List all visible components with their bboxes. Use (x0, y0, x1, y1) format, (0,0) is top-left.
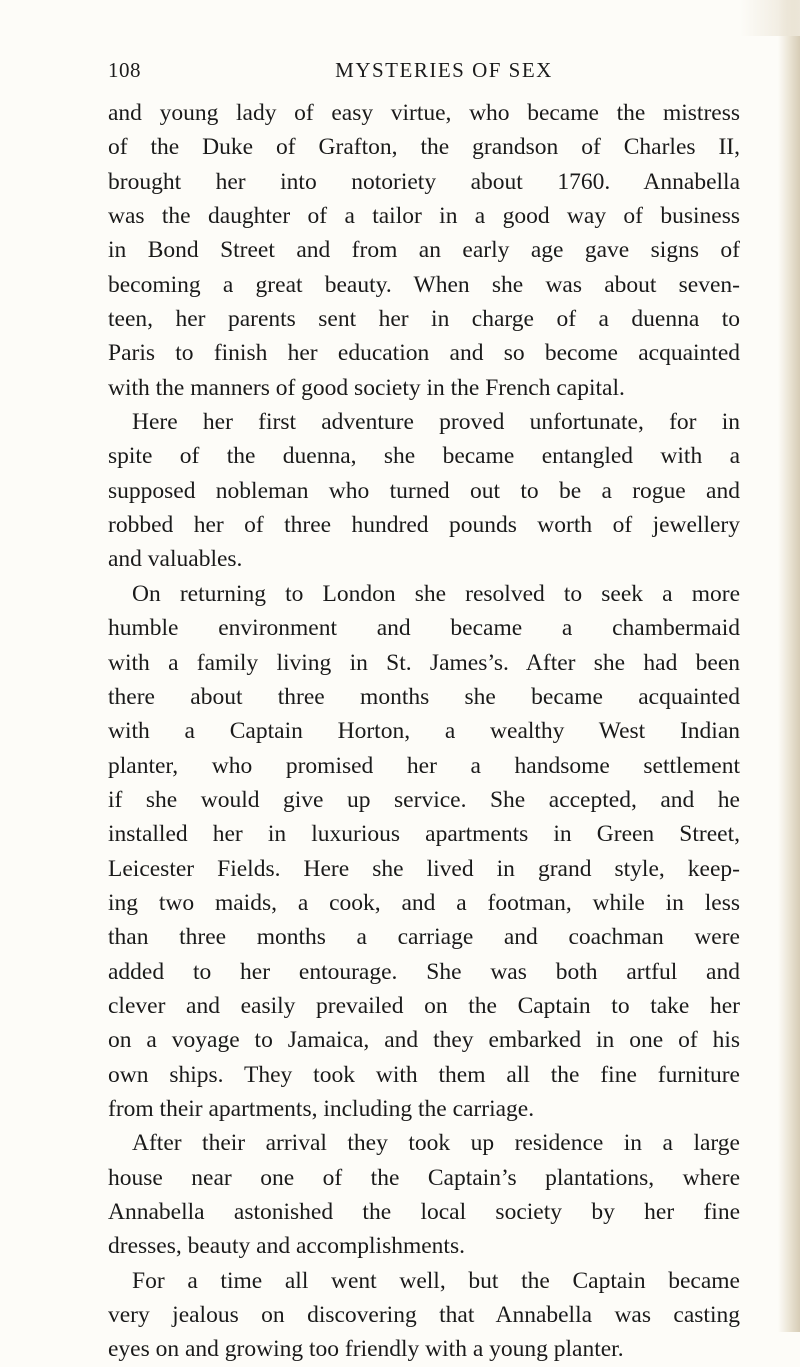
text-line: was the daughter of a tailor in a good way of business (108, 203, 740, 230)
text-line: teen, her parents sent her in charge of a duenna to (108, 306, 740, 333)
text-line: spite of the duenna, she became entangled with a (108, 443, 740, 470)
text-line: planter, who promised her a handsome settlement (108, 752, 740, 779)
text-line: than three months a carriage and coachman were (108, 924, 740, 951)
text-line: For a time all went well, but the Captain became (132, 1267, 740, 1294)
text-line: ing two maids, a cook, and a footman, while in less (108, 889, 740, 916)
text-line: brought her into notoriety about 1760. Annabella (108, 168, 740, 195)
page-number: 108 (108, 58, 141, 82)
running-title: MYSTERIES OF SEX (335, 58, 553, 82)
text-line: eyes on and growing too friendly with a young planter. (108, 1336, 624, 1363)
text-line: with the manners of good society in the French capital. (108, 374, 625, 401)
text-line: of the Duke of Grafton, the grandson of Charles II, (108, 134, 740, 161)
text-line: and valuables. (108, 546, 243, 573)
text-line: supposed nobleman who turned out to be a rogue and (108, 477, 740, 504)
text-line: in Bond Street and from an early age gave signs of (108, 237, 740, 264)
text-line: installed her in luxurious apartments in Green Street, (108, 821, 740, 848)
text-line: Here her first adventure proved unfortunate, for in (132, 409, 740, 436)
page-edge-shadow (778, 0, 800, 1332)
text-line: house near one of the Captain’s plantations, where (108, 1164, 740, 1191)
text-line: from their apartments, including the carriage. (108, 1095, 535, 1122)
text-line: After their arrival they took up residence in a large (132, 1130, 740, 1157)
text-line: and young lady of easy virtue, who became the mistress (108, 100, 740, 126)
text-line: On returning to London she resolved to seek a more (132, 580, 740, 607)
text-line: own ships. They took with them all the fine furniture (108, 1061, 740, 1088)
text-line: on a voyage to Jamaica, and they embarked in one of his (108, 1027, 740, 1054)
text-line: Paris to finish her education and so become acquainted (108, 340, 740, 367)
text-line: Annabella astonished the local society by her fine (108, 1199, 740, 1225)
page-header (108, 58, 740, 88)
page-corner-shadow (740, 0, 800, 36)
text-line: with a family living in St. James’s. After she had been (108, 649, 740, 676)
text-line: robbed her of three hundred pounds worth of jewellery (108, 512, 740, 539)
text-line: added to her entourage. She was both artful and (108, 958, 740, 985)
text-line: Leicester Fields. Here she lived in grand style, keep- (108, 855, 740, 882)
text-line: becoming a great beauty. When she was about seven- (108, 271, 740, 298)
text-line: with a Captain Horton, a wealthy West Indian (108, 718, 740, 745)
text-line: there about three months she became acquainted (108, 683, 740, 710)
text-line: dresses, beauty and accomplishments. (108, 1233, 465, 1260)
text-line: clever and easily prevailed on the Captain to take her (108, 992, 740, 1019)
text-line: if she would give up service. She accepted, and he (108, 786, 740, 813)
text-line: humble environment and became a chambermaid (108, 615, 740, 642)
text-line: very jealous on discovering that Annabella was casting (108, 1302, 740, 1329)
body-text (108, 96, 740, 1367)
